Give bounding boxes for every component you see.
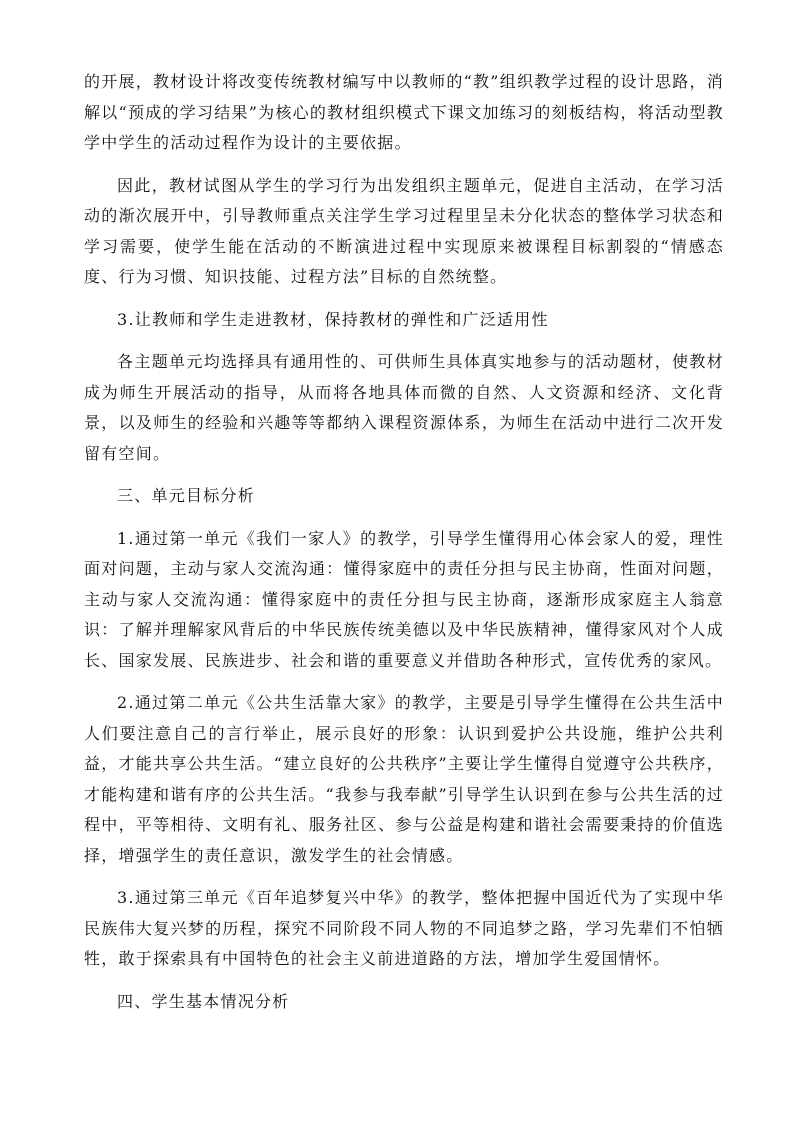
paragraph-continuation: 的开展，教材设计将改变传统教材编写中以教师的“教”组织教学过程的设计思路，消解以“预成的学习结果”为核心的教材组织模式下课文加练习的刻板结构，将活动型教学中学生的活动过程作为设计的主要依据。 [84,72,724,152]
paragraph-activity-topics: 各主题单元均选择具有通用性的、可供师生具体真实地参与的活动题材，使教材成为师生开展活动的指导，从而将各地具体而微的自然、人文资源和经济、文化背景，以及师生的经验和兴趣等等都纳入课程资源体系，为师生在活动中进行二次开发留有空间。 [84,352,724,463]
document-body [84,67,724,1029]
paragraph-unit-three: 3.通过第三单元《百年追梦复兴中华》的教学，整体把握中国近代为了实现中华民族伟大复兴梦的历程，探究不同阶段不同人物的不同追梦之路，学习先辈们不怕牺牲，敢于探索具有中国特色的社会主义前进道路的方法，增加学生爱国情怀。 [84,888,724,968]
section-heading-student-analysis: 四、学生基本情况分析 [117,991,290,1011]
paragraph-unit-two: 2.通过第二单元《公共生活靠大家》的教学，主要是引导学生懂得在公共生活中人们要注意自己的言行举止，展示良好的形象：认识到爱护公共设施，维护公共利益，才能共享公共生活。“建立良好的公共秩序”主要让学生懂得自觉遵守公共秩序，才能构建和谐有序的公共生活。“我参与我奉献”引导学生认识到在参与公共生活的过程中，平等相待、文明有礼、服务社区、参与公益是构建和谐社会需要秉持的价值选择，增强学生的责任意识，激发学生的社会情感。 [84,693,724,865]
section-heading-unit-goals: 三、单元目标分析 [117,486,256,505]
section-heading-flexibility: 3.让教师和学生走进教材，保持教材的弹性和广泛适用性 [117,309,549,329]
paragraph-unit-one: 1.通过第一单元《我们一家人》的教学，引导学生懂得用心体会家人的爱，理性面对问题，主动与家人交流沟通：懂得家庭中的责任分担与民主协商，性面对问题，主动与家人交流沟通：懂得家庭中的责任分担与民主协商，逐渐形成家庭主人翁意识：了解并理解家风背后的中华民族传统美德以及中华民族精神，懂得家风对个人成长、国家发展、民族进步、社会和谐的重要意义并借助各种形式，宣传优秀的家风。 [84,528,724,670]
paragraph-teaching-process: 因此，教材试图从学生的学习行为出发组织主题单元，促进自主活动，在学习活动的渐次展开中，引导教师重点关注学生学习过程里呈未分化状态的整体学习状态和学习需要，使学生能在活动的不断演进过程中实现原来被课程目标割裂的“情感态度、行为习惯、知识技能、过程方法”目标的自然统整。 [84,175,724,286]
